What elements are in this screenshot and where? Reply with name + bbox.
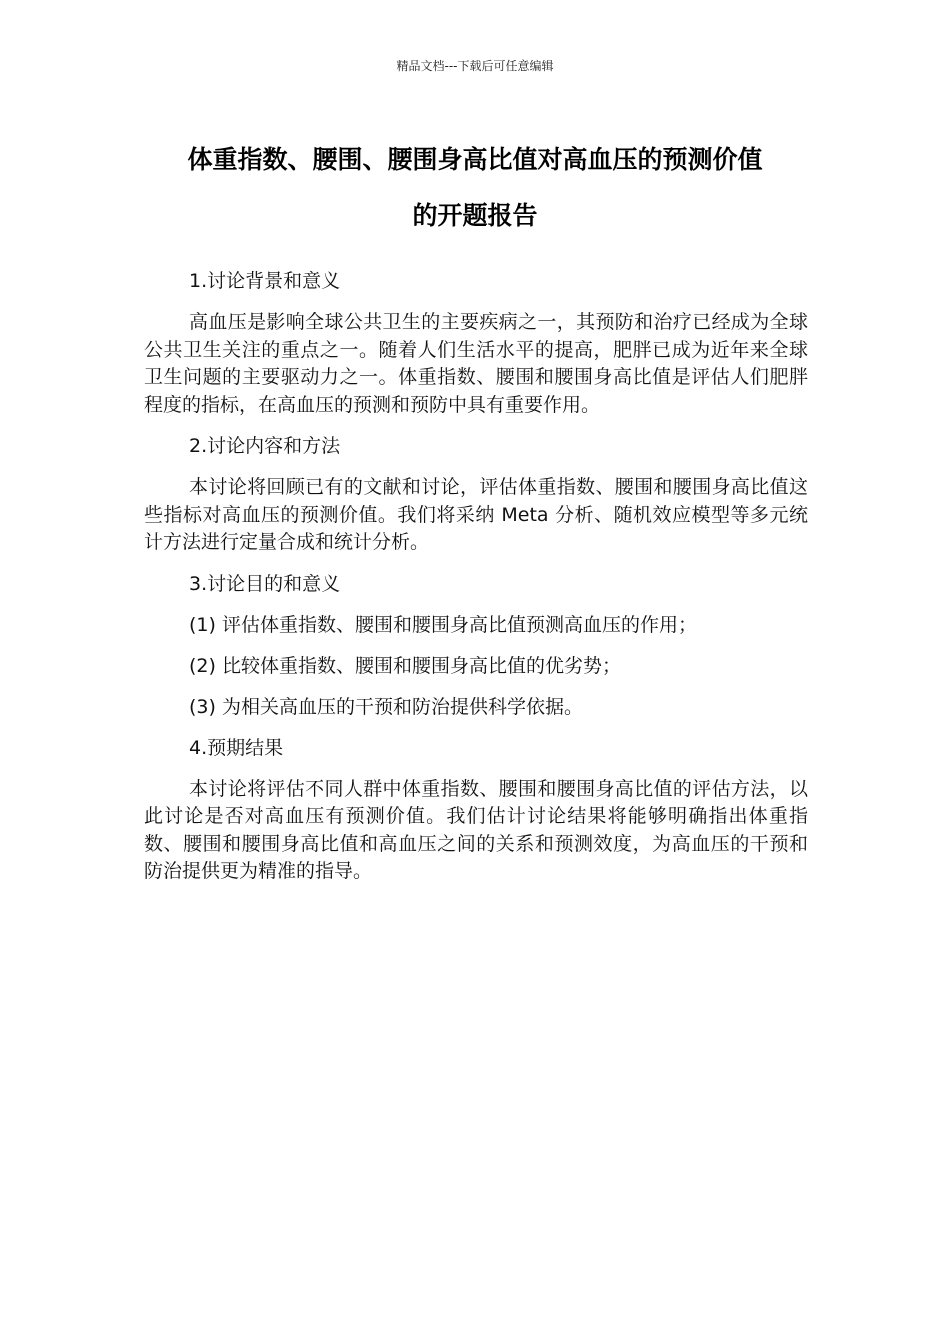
section-3-heading: 3.讨论目的和意义: [189, 572, 341, 595]
section-3-item-1: (1) 评估体重指数、腰围和腰围身高比值预测高血压的作用；: [189, 613, 697, 636]
section-3-item-2: (2) 比较体重指数、腰围和腰围身高比值的优劣势；: [189, 654, 621, 677]
section-2-heading: 2.讨论内容和方法: [189, 435, 341, 457]
section-4-paragraph: 本讨论将评估不同人群中体重指数、腰围和腰围身高比值的评估方法，以此讨论是否对高血压有预测价值。我们估计讨论结果将能够明确指出体重指数、腰围和腰围身高比值和高血压之间的关系和预测效度，为高血压的干预和防治提供更为精准的指导。: [144, 777, 808, 882]
document-title-line-2: 的开题报告: [412, 201, 538, 230]
section-3-item-3: (3) 为相关高血压的干预和防治提供科学依据。: [189, 695, 583, 718]
section-1-heading: 1.讨论背景和意义: [189, 270, 341, 292]
document-title-line-1: 体重指数、腰围、腰围身高比值对高血压的预测价值: [187, 145, 763, 174]
section-4-heading: 4.预期结果: [189, 736, 284, 759]
header-note: 精品文档---下载后可任意编辑: [396, 59, 554, 73]
document-title: [140, 132, 810, 244]
section-1-paragraph: 高血压是影响全球公共卫生的主要疾病之一，其预防和治疗已经成为全球公共卫生关注的重点之一。随着人们生活水平的提高，肥胖已成为近年来全球卫生问题的主要驱动力之一。体重指数、腰围和腰围身高比值是评估人们肥胖程度的指标，在高血压的预测和预防中具有重要作用。: [144, 311, 808, 416]
document-body: [144, 268, 808, 900]
section-2-paragraph: 本讨论将回顾已有的文献和讨论，评估体重指数、腰围和腰围身高比值这些指标对高血压的预测价值。我们将采纳 Meta 分析、随机效应模型等多元统计方法进行定量合成和统计分析。: [144, 476, 808, 553]
